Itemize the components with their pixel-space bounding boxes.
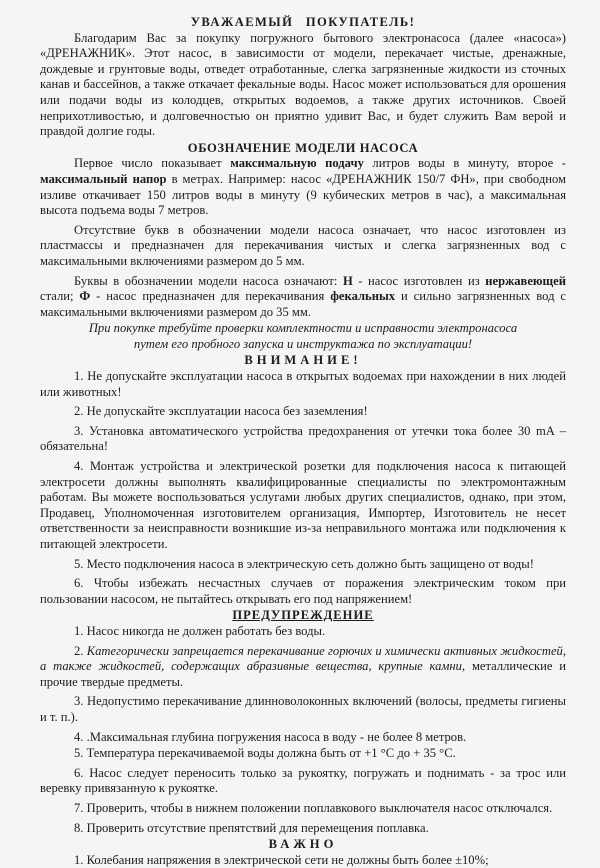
heading-attention: ВНИМАНИЕ! — [244, 353, 362, 368]
model-p3-text-a: Буквы в обозначении модели насоса означают: — [74, 273, 343, 288]
warning-item: 5. Температура перекачиваемой воды должна быть от +1 °С до + 35 °С. — [74, 746, 456, 761]
intro-paragraph: Благодарим Вас за покупку погружного бытового электронасоса (далее «насоса») «ДРЕНАЖНИК». Этот насос, в зависимости от модели, перекачает чистые, дренажные, дождевые и грунтовые воды, отведет отработанные, слегка загрязненные жидкости из сточных канав и бассейнов, а также откачает фекальные воды. Насос может использоваться для орошения или подачи воды из колодцев, открытых водоемов, а также других источников. Своей неприхотливостью, и долговечностью он приятно удивит Вас, и будет служить Вам верой и правдой долгие годы. — [40, 30, 566, 139]
warning-item: 3. Недопустимо перекачивание длинноволоконных включений (волосы, предметы гигиены и т. п.). — [40, 694, 566, 724]
attention-item: 1. Не допускайте эксплуатации насоса в открытых водоемах при нахождении в них людей или животных! — [40, 369, 566, 399]
model-p1-text-e: в метрах. Например: насос «ДРЕНАЖНИК 150/7 ФН», при свободном изливе откачивает 150 литров воды в минуту (9 кубических метров в час), а максимальная высота подъема воды 7 метров. — [40, 171, 566, 218]
important-item: 1. Колебания напряжения в электрической сети не должны быть более ±10%; — [74, 852, 489, 867]
model-p1-text-a: Первое число показывает — [74, 156, 231, 171]
model-p3-text-c: - насос изготовлен из — [352, 273, 486, 288]
model-p3-stainless: нержавеющей — [485, 273, 567, 288]
model-p3-letter-f: Ф — [79, 289, 91, 304]
warning-item: 1. Насос никогда не должен работать без воды. — [74, 623, 326, 638]
model-p1-max-flow: максимальную подачу — [230, 156, 364, 171]
warning-item: 8. Проверить отсутствие препятствий для перемещения поплавка. — [74, 820, 429, 835]
heading-dear-customer: УВАЖАЕМЫЙ ПОКУПАТЕЛЬ! — [190, 15, 416, 29]
attention-item: 2. Не допускайте эксплуатации насоса без заземления! — [74, 404, 368, 419]
model-p1-text-c: литров воды в минуту, второе - — [363, 156, 566, 171]
attention-item: 3. Установка автоматического устройства предохранения от утечки тока более 30 mA – обязательна! — [40, 423, 566, 454]
model-p3-text-g: - насос предназначен для перекачивания — [90, 289, 331, 304]
model-p3-letter-n: Н — [342, 273, 353, 288]
warning-2-rest: металлические и прочие твердые предметы. — [40, 659, 567, 689]
purchase-check-note: При покупке требуйте проверки комплектности и исправности электронасоса путем его пробного запуска и инструктажа по эксплуатации! — [88, 321, 518, 351]
model-paragraph-3 — [40, 274, 566, 321]
heading-model-designation: ОБОЗНАЧЕНИЕ МОДЕЛИ НАСОСА — [187, 140, 419, 155]
warning-item — [40, 644, 566, 691]
warning-item: 6. Насос следует переносить только за рукоятку, погружать и поднимать - за трос или веревку привязанную к рукоятке. — [40, 765, 566, 796]
warning-item: 7. Проверить, чтобы в нижнем положении поплавкового выключателя насос отключался. — [74, 800, 553, 815]
heading-important: ВАЖНО — [268, 837, 338, 852]
attention-item: 5. Место подключения насоса в электрическую сеть должно быть защищено от воды! — [74, 556, 534, 571]
model-p3-text-e: стали; — [40, 289, 80, 304]
attention-item: 6. Чтобы избежать несчастных случаев от поражения электрическим током при пользовании насосом, не пытайтесь открывать его под напряжением! — [40, 576, 566, 606]
warning-2-italic: Категорически запрещается перекачивание горючих и химически активных жидкостей, а также жидкостей, содержащих абразивные вещества, крупные камни, — [40, 643, 567, 674]
warning-item: 4. .Максимальная глубина погружения насоса в воду - не более 8 метров. — [74, 729, 467, 744]
model-p3-fecal: фекальных — [330, 289, 396, 304]
attention-item: 4. Монтаж устройства и электрической розетки для подключения насоса к питающей электросети должны выполнять квалифицированные специалисты по электромонтажным работам. Вы можете воспользоваться услугами любых других специалистов, однако, при этом, Продавец, Уполномоченная изготовителем организация, Импортер, Изготовитель не несет ответственности за неисправности возникшие из-за неправильного монтажа или подключения к питающей электросети. — [40, 459, 566, 551]
model-p3-text-i: и сильно загрязненных вод с максимальными включениями размером до 35 мм. — [40, 289, 567, 319]
model-p1-max-head: максимальный напор — [40, 171, 167, 186]
warning-2-number: 2. — [74, 643, 87, 658]
model-paragraph-2: Отсутствие букв в обозначении модели насоса означает, что насос изготовлен из пластмассы и предназначен для перекачивания чистых и слегка загрязненных вод с максимальными включениями размером до 5 мм. — [40, 222, 566, 268]
model-paragraph-1 — [40, 156, 566, 218]
heading-warning: ПРЕДУПРЕЖДЕНИЕ — [232, 608, 374, 623]
